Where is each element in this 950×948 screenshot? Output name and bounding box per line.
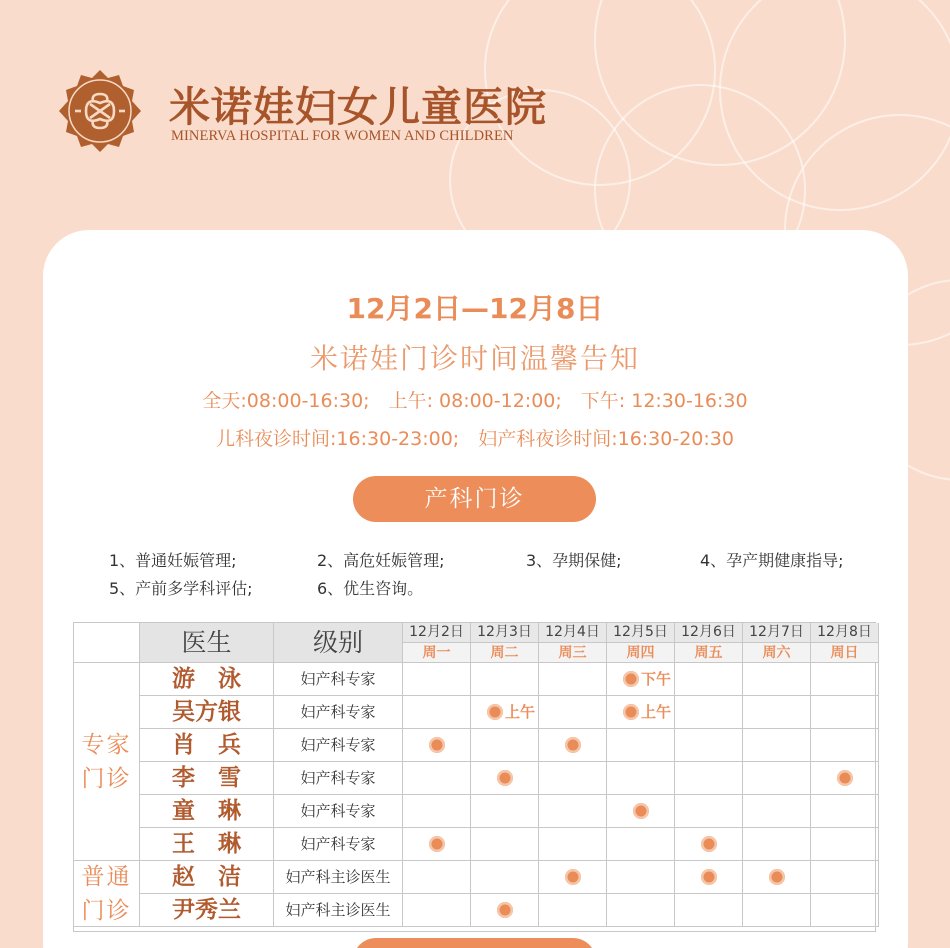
schedule-cell xyxy=(811,663,879,696)
column-header-weekday: 周六 xyxy=(743,643,811,663)
schedule-cell xyxy=(403,762,471,795)
doctor-rank: 妇产科专家 xyxy=(274,696,403,729)
schedule-cell xyxy=(403,894,471,927)
schedule-cell xyxy=(539,828,607,861)
schedule-cell xyxy=(675,795,743,828)
schedule-dot-icon xyxy=(565,737,581,753)
night-clinic-hours: 儿科夜诊时间:16:30-23:00; 妇产科夜诊时间:16:30-20:30 xyxy=(216,428,734,450)
schedule-cell xyxy=(811,696,879,729)
service-item: 2、高危妊娠管理; xyxy=(317,551,445,570)
doctor-name: 童 琳 xyxy=(140,795,274,828)
column-header-date: 12月7日 xyxy=(743,623,811,643)
service-item: 5、产前多学科评估; xyxy=(109,579,253,598)
column-header-weekday: 周三 xyxy=(539,643,607,663)
column-header-weekday: 周四 xyxy=(607,643,675,663)
schedule-cell xyxy=(743,795,811,828)
clinic-group-label xyxy=(74,861,140,927)
doctor-rank: 妇产科专家 xyxy=(274,795,403,828)
schedule-cell xyxy=(471,729,539,762)
hospital-header xyxy=(57,68,547,158)
schedule-dot-icon xyxy=(497,770,513,786)
obstetrics-clinic-label: 产科门诊 xyxy=(353,476,596,522)
doctor-rank: 妇产科主诊医生 xyxy=(274,894,403,927)
column-header-doctor: 医生 xyxy=(140,623,274,663)
schedule-cell xyxy=(743,729,811,762)
doctor-name: 王 琳 xyxy=(140,828,274,861)
doctor-rank: 妇产科专家 xyxy=(274,729,403,762)
schedule-dot-icon xyxy=(837,770,853,786)
clinic-group-text: 专家 门诊 xyxy=(81,731,132,792)
session-label: 上午 xyxy=(641,703,672,721)
doctor-rank: 妇产科主诊医生 xyxy=(274,861,403,894)
schedule-cell xyxy=(607,828,675,861)
date-range-title: 12月2日—12月8日 xyxy=(346,292,604,325)
schedule-cell xyxy=(471,795,539,828)
schedule-cell xyxy=(403,696,471,729)
doctor-name: 游 泳 xyxy=(140,663,274,696)
schedule-dot-icon xyxy=(565,869,581,885)
schedule-cell xyxy=(675,696,743,729)
service-item: 6、优生咨询。 xyxy=(317,579,424,598)
hospital-logo-knot-icon xyxy=(57,68,143,154)
schedule-cell xyxy=(539,663,607,696)
schedule-cell xyxy=(403,861,471,894)
table-corner xyxy=(74,623,140,663)
schedule-cell xyxy=(811,729,879,762)
doctor-rank: 妇产科专家 xyxy=(274,762,403,795)
schedule-dot-icon xyxy=(497,902,513,918)
schedule-dot-icon xyxy=(623,704,639,720)
doctor-name: 吴方银 xyxy=(140,696,274,729)
doctor-rank: 妇产科专家 xyxy=(274,828,403,861)
schedule-cell xyxy=(675,762,743,795)
schedule-dot-icon xyxy=(769,869,785,885)
schedule-cell xyxy=(471,861,539,894)
schedule-cell xyxy=(471,663,539,696)
clinic-group-label xyxy=(74,663,140,861)
clinic-group-text: 普通 门诊 xyxy=(81,863,132,924)
schedule-table xyxy=(73,622,876,932)
schedule-cell xyxy=(539,696,607,729)
next-section-label xyxy=(353,938,596,948)
schedule-dot-icon xyxy=(429,737,445,753)
clinic-hours: 全天:08:00-16:30; 上午: 08:00-12:00; 下午: 12:30-16:30 xyxy=(202,390,748,412)
schedule-cell xyxy=(471,828,539,861)
service-item: 3、孕期保健; xyxy=(526,551,622,570)
column-header-date: 12月6日 xyxy=(675,623,743,643)
schedule-dot-icon xyxy=(623,671,639,687)
hospital-name-en: MINERVA HOSPITAL FOR WOMEN AND CHILDREN xyxy=(171,128,514,144)
schedule-cell xyxy=(811,795,879,828)
schedule-cell xyxy=(811,861,879,894)
schedule-cell xyxy=(607,861,675,894)
schedule-dot-icon xyxy=(633,803,649,819)
schedule-cell xyxy=(539,762,607,795)
column-header-date: 12月4日 xyxy=(539,623,607,643)
column-header-date: 12月5日 xyxy=(607,623,675,643)
column-header-date: 12月8日 xyxy=(811,623,879,643)
schedule-cell xyxy=(403,663,471,696)
column-header-weekday: 周日 xyxy=(811,643,879,663)
schedule-cell xyxy=(607,729,675,762)
doctor-name: 肖 兵 xyxy=(140,729,274,762)
column-header-weekday: 周二 xyxy=(471,643,539,663)
doctor-name: 李 雪 xyxy=(140,762,274,795)
schedule-cell xyxy=(675,729,743,762)
doctor-rank: 妇产科专家 xyxy=(274,663,403,696)
schedule-cell xyxy=(743,894,811,927)
doctor-name: 赵 洁 xyxy=(140,861,274,894)
schedule-cell xyxy=(539,894,607,927)
column-header-date: 12月2日 xyxy=(403,623,471,643)
schedule-cell xyxy=(743,828,811,861)
schedule-dot-icon xyxy=(701,869,717,885)
schedule-cell xyxy=(743,663,811,696)
schedule-cell xyxy=(743,762,811,795)
column-header-weekday: 周一 xyxy=(403,643,471,663)
notice-subtitle: 米诺娃门诊时间温馨告知 xyxy=(309,342,640,375)
column-header-rank: 级别 xyxy=(274,623,403,663)
session-label: 上午 xyxy=(505,703,536,721)
column-header-weekday: 周五 xyxy=(675,643,743,663)
schedule-dot-icon xyxy=(487,704,503,720)
schedule-cell xyxy=(403,795,471,828)
schedule-cell xyxy=(607,762,675,795)
schedule-cell xyxy=(743,696,811,729)
session-label: 下午 xyxy=(641,670,672,688)
schedule-dot-icon xyxy=(429,836,445,852)
service-item: 4、孕产期健康指导; xyxy=(700,551,844,570)
hospital-name-cn: 米诺娃妇女儿童医院 xyxy=(169,83,547,131)
schedule-cell xyxy=(811,828,879,861)
column-header-date: 12月3日 xyxy=(471,623,539,643)
schedule-cell xyxy=(607,894,675,927)
service-item: 1、普通妊娠管理; xyxy=(109,551,237,570)
schedule-cell xyxy=(811,894,879,927)
schedule-dot-icon xyxy=(701,836,717,852)
schedule-cell xyxy=(675,663,743,696)
schedule-cell xyxy=(539,795,607,828)
doctor-name: 尹秀兰 xyxy=(140,894,274,927)
schedule-cell xyxy=(675,894,743,927)
